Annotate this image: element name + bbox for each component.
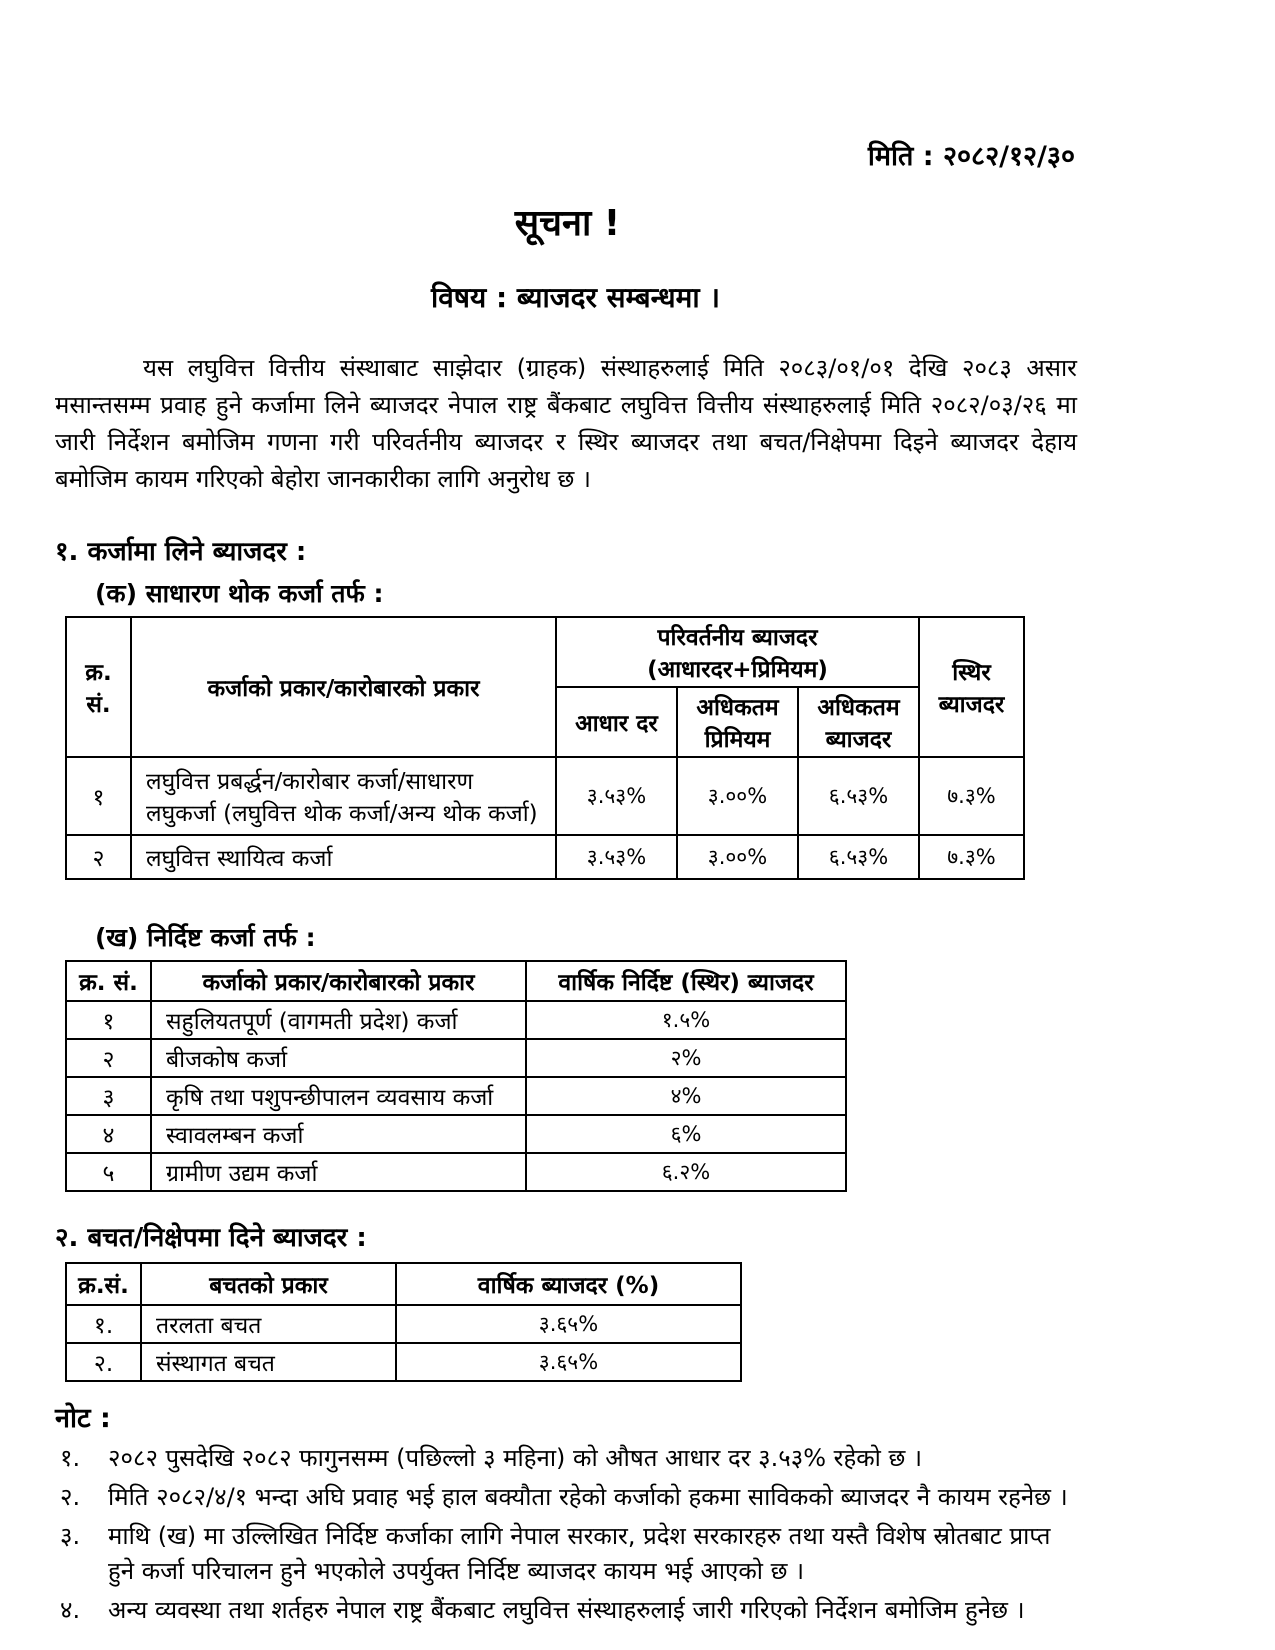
row-fixed-rate: ७.३%	[919, 835, 1024, 879]
col-header-max-rate: अधिकतम ब्याजदर	[798, 687, 919, 757]
note-number: २.	[60, 1483, 81, 1511]
table-row	[66, 1115, 846, 1153]
intro-paragraph: यस लघुवित्त वित्तीय संस्थाबाट साझेदार (ग्राहक) संस्थाहरुलाई मिति २०८३/०१/०१ देखि २०८३ असार मसान्तसम्म प्रवाह हुने कर्जामा लिने ब्याजदर नेपाल राष्ट्र बैंकबाट लघुवित्त वित्तीय संस्थाहरुलाई मिति २०८२/०३/२६ मा जारी निर्देशन बमोजिम गणना गरी परिवर्तनीय ब्याजदर र स्थिर ब्याजदर तथा बचत/निक्षेपमा दिइने ब्याजदर देहाय बमोजिम कायम गरिएको बेहोरा जानकारीका लागि अनुरोध छ ।	[55, 354, 1077, 493]
row-loan-type: स्वावलम्बन कर्जा	[151, 1115, 526, 1153]
row-loan-type: लघुवित्त प्रबर्द्धन/कारोबार कर्जा/साधारण लघुकर्जा (लघुवित्त थोक कर्जा/अन्य थोक कर्जा)	[131, 757, 556, 835]
note-text: मिति २०८२/४/१ भन्दा अघि प्रवाह भई हाल बक्यौता रहेको कर्जाको हकमा साविकको ब्याजदर नै कायम रहनेछ ।	[108, 1483, 1068, 1511]
row-sn: ४	[66, 1115, 151, 1153]
row-rate: ३.६५%	[396, 1305, 741, 1343]
row-loan-type: ग्रामीण उद्यम कर्जा	[151, 1153, 526, 1191]
note-number: १.	[60, 1444, 81, 1472]
row-loan-type: कृषि तथा पशुपन्छीपालन व्यवसाय कर्जा	[151, 1077, 526, 1115]
row-rate: २%	[526, 1039, 846, 1077]
list-item	[60, 1441, 1275, 1476]
row-fixed-rate: ७.३%	[919, 757, 1024, 835]
table-row	[66, 1305, 741, 1343]
specified-subheading: (ख) निर्दिष्ट कर्जा तर्फ :	[95, 923, 316, 952]
row-rate: ६%	[526, 1115, 846, 1153]
table-row	[66, 835, 1024, 879]
table-row	[66, 1077, 846, 1115]
row-loan-type: लघुवित्त स्थायित्व कर्जा	[131, 835, 556, 879]
row-sn: २	[66, 1039, 151, 1077]
list-item	[60, 1480, 1275, 1515]
row-sn: २	[66, 835, 131, 879]
table-row	[66, 1039, 846, 1077]
list-item	[60, 1519, 1275, 1589]
row-loan-type: बीजकोष कर्जा	[151, 1039, 526, 1077]
row-rate: ४%	[526, 1077, 846, 1115]
wholesale-loan-table	[65, 616, 1025, 880]
row-sn: १	[66, 757, 131, 835]
note-text: २०८२ पुसदेखि २०८२ फागुनसम्म (पछिल्लो ३ महिना) को औषत आधार दर ३.५३% रहेको छ ।	[108, 1444, 923, 1472]
row-sn: १	[66, 1001, 151, 1039]
wholesale-subheading: (क) साधारण थोक कर्जा तर्फ :	[95, 579, 384, 608]
col-header-fixed-rate: स्थिर ब्याजदर	[919, 617, 1024, 757]
row-max-rate: ६.५३%	[798, 757, 919, 835]
col-header-savings-type: बचतको प्रकार	[141, 1263, 396, 1305]
row-savings-type: संस्थागत बचत	[141, 1343, 396, 1381]
col-header-base-rate: आधार दर	[556, 687, 677, 757]
row-savings-type: तरलता बचत	[141, 1305, 396, 1343]
row-sn: १.	[66, 1305, 141, 1343]
note-number: ३.	[60, 1522, 81, 1550]
note-number: ४.	[60, 1596, 81, 1624]
col-header-annual-rate: वार्षिक ब्याजदर (%)	[396, 1263, 741, 1305]
page-title: सूचना !	[514, 203, 621, 244]
row-rate: ६.२%	[526, 1153, 846, 1191]
row-rate: १.५%	[526, 1001, 846, 1039]
col-header-max-premium: अधिकतम प्रिमियम	[677, 687, 798, 757]
col-header-loan-type: कर्जाको प्रकार/कारोबारको प्रकार	[131, 617, 556, 757]
table-row	[66, 1343, 741, 1381]
table-row	[66, 1153, 846, 1191]
row-loan-type: सहुलियतपूर्ण (वागमती प्रदेश) कर्जा	[151, 1001, 526, 1039]
savings-rate-table	[65, 1262, 742, 1382]
row-sn: ५	[66, 1153, 151, 1191]
note-text: अन्य व्यवस्था तथा शर्तहरु नेपाल राष्ट्र बैंकबाट लघुवित्त संस्थाहरुलाई जारी गरिएको निर्देशन बमोजिम हुनेछ ।	[108, 1596, 1025, 1624]
col-header-annual-rate: वार्षिक निर्दिष्ट (स्थिर) ब्याजदर	[526, 961, 846, 1001]
notes-heading: नोट :	[55, 1403, 111, 1434]
savings-section-heading: २. बचत/निक्षेपमा दिने ब्याजदर :	[55, 1223, 367, 1253]
document-date: मिति : २०८२/१२/३०	[867, 141, 1075, 172]
row-max-rate: ६.५३%	[798, 835, 919, 879]
col-header-loan-type: कर्जाको प्रकार/कारोबारको प्रकार	[151, 961, 526, 1001]
col-header-variable-group: परिवर्तनीय ब्याजदर (आधारदर+प्रिमियम)	[556, 617, 919, 687]
row-base-rate: ३.५३%	[556, 835, 677, 879]
row-sn: २.	[66, 1343, 141, 1381]
row-sn: ३	[66, 1077, 151, 1115]
list-item	[60, 1593, 1275, 1628]
row-base-rate: ३.५३%	[556, 757, 677, 835]
row-max-premium: ३.००%	[677, 757, 798, 835]
col-header-sn: क्र.सं.	[66, 1263, 141, 1305]
table-row	[66, 757, 1024, 835]
notes-list	[60, 1441, 1275, 1628]
col-header-sn: क्र. सं.	[66, 617, 131, 757]
note-text: माथि (ख) मा उल्लिखित निर्दिष्ट कर्जाका लागि नेपाल सरकार, प्रदेश सरकारहरु तथा यस्तै विशेष स्रोतबाट प्राप्त हुने कर्जा परिचालन हुने भएकोले उपर्युक्त निर्दिष्ट ब्याजदर कायम भई आएको छ ।	[108, 1522, 1051, 1585]
subject-line: विषय : ब्याजदर सम्बन्धमा ।	[430, 281, 720, 314]
loan-section-heading: १. कर्जामा लिने ब्याजदर :	[55, 537, 307, 567]
table-row	[66, 1001, 846, 1039]
specified-loan-table	[65, 960, 847, 1192]
col-header-sn: क्र. सं.	[66, 961, 151, 1001]
row-max-premium: ३.००%	[677, 835, 798, 879]
row-rate: ३.६५%	[396, 1343, 741, 1381]
